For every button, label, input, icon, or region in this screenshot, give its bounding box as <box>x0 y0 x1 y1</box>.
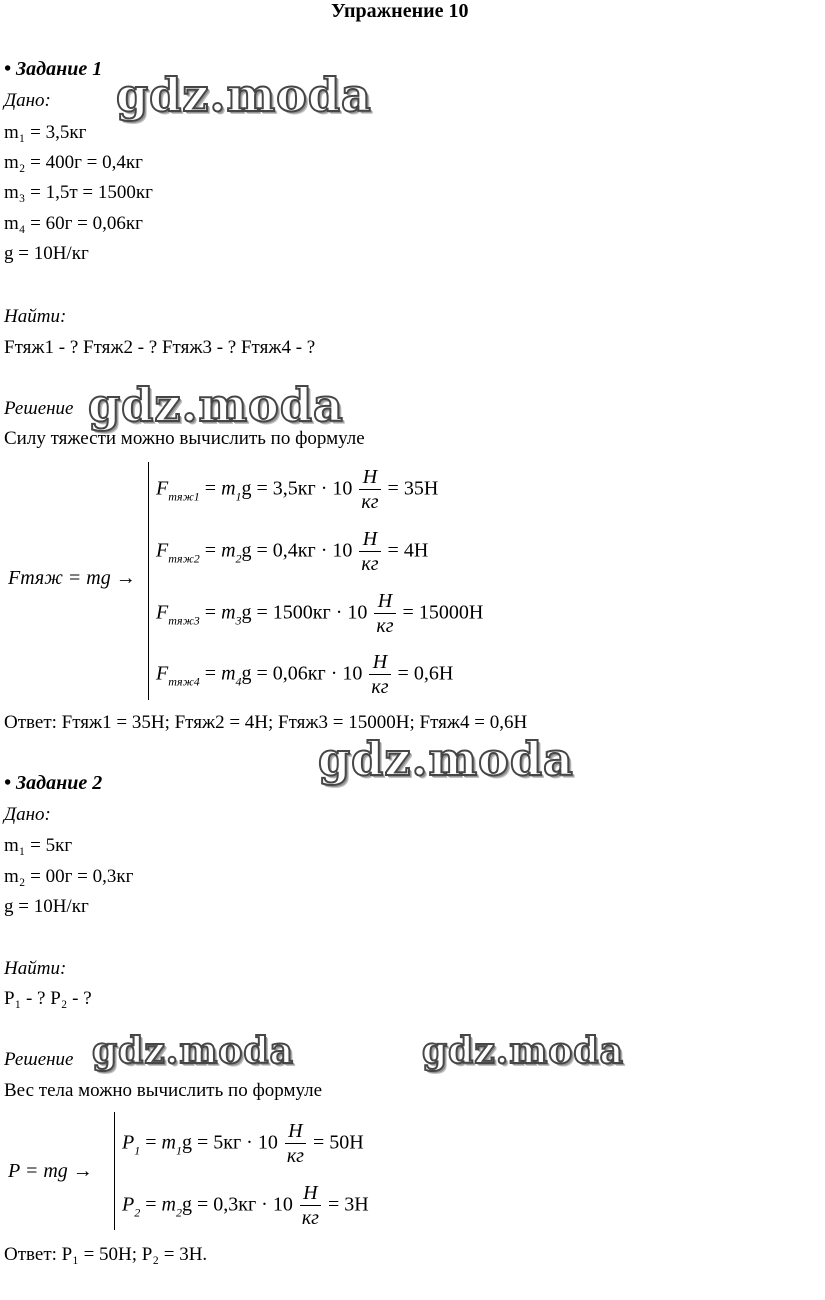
task2-header: • Задание 2 <box>4 772 103 794</box>
watermark: gdz.moda <box>116 68 372 122</box>
task2-solution-label: Решение <box>4 1049 74 1070</box>
task2-find: P₁ - ? P₂ - ? <box>4 988 92 1009</box>
task1-find-label: Найти: <box>4 306 67 327</box>
task2-equation-2: $P_2 = m_2g = 0,3кг \cdot 10$ $\frac{Н}{кг}$ = 3Н <box>122 1182 369 1229</box>
task1-given-4: m₄ = 60г = 0,06кг <box>4 213 143 234</box>
task1-find: Fтяж1 - ? Fтяж2 - ? Fтяж3 - ? Fтяж4 - ? <box>4 337 316 358</box>
task1-given-2: m₂ = 400г = 0,4кг <box>4 152 143 173</box>
task2-given-2: m₂ = 00г = 0,3кг <box>4 866 134 887</box>
watermark: gdz.moda <box>92 1030 294 1072</box>
task1-equation-3: $F_{тяж3} = m_3g = 1500кг \cdot 10$ $\frac{Н}{кг}$ = 15000Н <box>156 590 484 637</box>
task1-equation-2: $F_{тяж2} = m_2g = 0,4кг \cdot 10$ $\frac{Н}{кг}$ = 4Н <box>156 528 429 575</box>
task1-answer: Ответ: Fтяж1 = 35Н; Fтяж2 = 4Н; Fтяж3 = 15000Н; Fтяж4 = 0,6Н <box>4 712 528 733</box>
task1-formula-main: Fтяж = mg → <box>8 567 136 589</box>
system-brace <box>148 462 149 700</box>
task2-equation-1: $P_1 = m_1g = 5кг \cdot 10$ $\frac{Н}{кг}$ = 50Н <box>122 1120 364 1167</box>
watermark: gdz.moda <box>318 732 574 786</box>
page-title: Упражнение 10 <box>331 0 469 22</box>
task1-given-3: m₃ = 1,5т = 1500кг <box>4 182 153 203</box>
task1-solution-text: Силу тяжести можно вычислить по формуле <box>4 428 365 449</box>
task1-given-1: m₁ = 3,5кг <box>4 122 87 143</box>
task1-solution-label: Решение <box>4 398 74 419</box>
task2-answer: Ответ: P₁ = 50Н; P₂ = 3Н. <box>4 1244 208 1265</box>
watermark: gdz.moda <box>88 378 344 432</box>
task2-find-label: Найти: <box>4 958 67 979</box>
task1-given-label: Дано: <box>4 90 51 111</box>
task2-given-label: Дано: <box>4 804 51 825</box>
watermark: gdz.moda <box>422 1030 624 1072</box>
system-brace <box>114 1112 115 1230</box>
task1-equation-1: $F_{тяж1} = m_1g = 3,5кг \cdot 10$ $\frac{Н}{кг}$ = 35Н <box>156 466 439 513</box>
task1-equation-4: $F_{тяж4} = m_4g = 0,06кг \cdot 10$ $\frac{Н}{кг}$ = 0,6Н <box>156 651 454 698</box>
task2-solution-text: Вес тела можно вычислить по формуле <box>4 1080 323 1101</box>
task2-given-3: g = 10Н/кг <box>4 896 89 917</box>
task2-formula-main: P = mg → <box>8 1160 93 1182</box>
task1-given-5: g = 10Н/кг <box>4 243 89 264</box>
task1-header: • Задание 1 <box>4 58 103 80</box>
task2-given-1: m₁ = 5кг <box>4 835 73 856</box>
